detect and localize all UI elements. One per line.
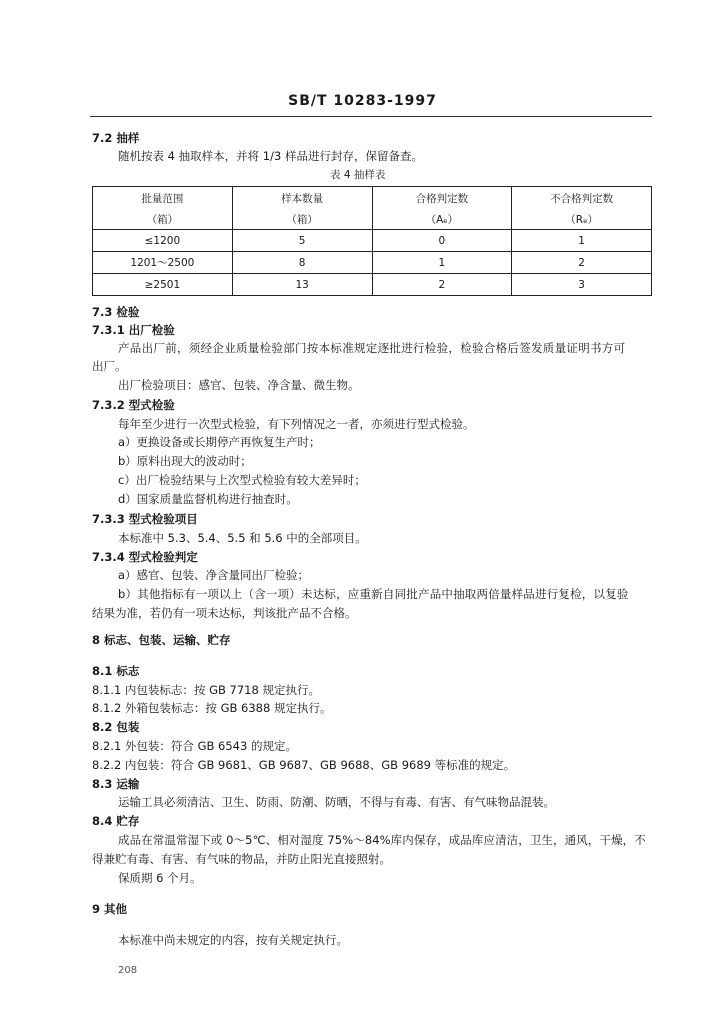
table-cell: 2 (372, 274, 512, 296)
sampling-table (92, 186, 652, 296)
table-cell: ≤1200 (93, 230, 233, 252)
section-8-2-2: 8.2.2 内包装：符合 GB 9681、GB 9687、GB 9688、GB 9689 等标准的规定。 (92, 758, 516, 772)
col-header-sample-size: 样本数量 (232, 187, 372, 210)
table-cell: 2 (512, 252, 652, 274)
section-8-1-heading: 8.1 标志 (92, 664, 140, 678)
section-7-3-1-text-line2: 出厂。 (92, 359, 127, 373)
table-cell: 0 (372, 230, 512, 252)
section-7-3-2-heading: 7.3.2 型式检验 (92, 398, 175, 412)
section-8-4-text-line3: 保质期 6 个月。 (118, 871, 202, 885)
document-code-header: SB/T 10283-1997 (288, 93, 437, 109)
section-7-2-heading: 7.2 抽样 (92, 131, 140, 145)
section-9-text: 本标准中尚未规定的内容，按有关规定执行。 (118, 933, 348, 947)
section-7-3-heading: 7.3 检验 (92, 305, 140, 319)
list-item: d）国家质量监督机构进行抽查时。 (118, 492, 298, 506)
page-number: 208 (118, 965, 138, 976)
list-item: c）出厂检验结果与上次型式检验有较大差异时； (118, 473, 366, 487)
section-8-1-2: 8.1.2 外箱包装标志：按 GB 6388 规定执行。 (92, 701, 332, 715)
table-row (93, 252, 652, 274)
section-8-heading: 8 标志、包装、运输、贮存 (92, 633, 231, 647)
section-8-1-1: 8.1.1 内包装标志：按 GB 7718 规定执行。 (92, 683, 320, 697)
table-cell: 5 (232, 230, 372, 252)
section-7-3-1-text-line1: 产品出厂前，须经企业质量检验部门按本标准规定逐批进行检验，检验合格后签发质量证明书方可 (118, 341, 626, 355)
table-cell: 1201～2500 (93, 252, 233, 274)
list-item: b）原料出现大的波动时； (118, 454, 252, 468)
table-4-caption: 表 4 抽样表 (330, 169, 386, 181)
table-row (93, 230, 652, 252)
table-cell: 3 (512, 274, 652, 296)
section-7-3-3-text: 本标准中 5.3、5.4、5.5 和 5.6 中的全部项目。 (118, 531, 367, 545)
section-7-3-3-heading: 7.3.3 型式检验项目 (92, 512, 198, 526)
table-cell: 1 (512, 230, 652, 252)
col-unit-reject-number: （Rₑ） (512, 209, 652, 230)
section-8-2-1: 8.2.1 外包装：符合 GB 6543 的规定。 (92, 739, 297, 753)
col-unit-accept-number: （Aₑ） (372, 209, 512, 230)
table-cell: ≥2501 (93, 274, 233, 296)
col-unit-lot-range: （箱） (93, 209, 233, 230)
section-7-3-1-heading: 7.3.1 出厂检验 (92, 323, 175, 337)
section-7-2-text: 随机按表 4 抽取样本，并将 1/3 样品进行封存，保留备查。 (118, 149, 423, 163)
section-8-3-heading: 8.3 运输 (92, 777, 140, 791)
table-row (93, 274, 652, 296)
list-item-continuation: 结果为准，若仍有一项未达标，判该批产品不合格。 (92, 606, 357, 620)
section-7-3-1-text-items: 出厂检验项目：感官、包装、净含量、微生物。 (118, 378, 360, 392)
header-rule (90, 116, 652, 117)
col-header-accept-number: 合格判定数 (372, 187, 512, 210)
col-header-reject-number: 不合格判定数 (512, 187, 652, 210)
list-item: b）其他指标有一项以上（含一项）未达标，应重新自同批产品中抽取两倍量样品进行复检，以复验 (118, 587, 629, 601)
table-cell: 1 (372, 252, 512, 274)
col-header-lot-range: 批量范围 (93, 187, 233, 210)
list-item: a）更换设备或长期停产再恢复生产时； (118, 435, 321, 449)
col-unit-sample-size: （箱） (232, 209, 372, 230)
section-8-4-heading: 8.4 贮存 (92, 814, 140, 828)
table-cell: 8 (232, 252, 372, 274)
section-8-4-text-line1: 成品在常温常湿下或 0～5℃、相对湿度 75%～84%库内保存，成品库应清洁，卫生，通风，干燥，不 (118, 833, 646, 847)
section-7-3-4-heading: 7.3.4 型式检验判定 (92, 550, 198, 564)
section-9-heading: 9 其他 (92, 902, 128, 916)
section-8-3-text: 运输工具必须清洁、卫生、防雨、防潮、防晒，不得与有毒、有害、有气味物品混装。 (118, 795, 555, 809)
section-7-3-2-text: 每年至少进行一次型式检验，有下列情况之一者，亦须进行型式检验。 (118, 417, 475, 431)
list-item: a）感官、包装、净含量同出厂检验； (118, 568, 310, 582)
section-8-4-text-line2: 得兼贮有毒、有害、有气味的物品，并防止阳光直接照射。 (92, 852, 391, 866)
section-8-2-heading: 8.2 包装 (92, 720, 140, 734)
table-cell: 13 (232, 274, 372, 296)
